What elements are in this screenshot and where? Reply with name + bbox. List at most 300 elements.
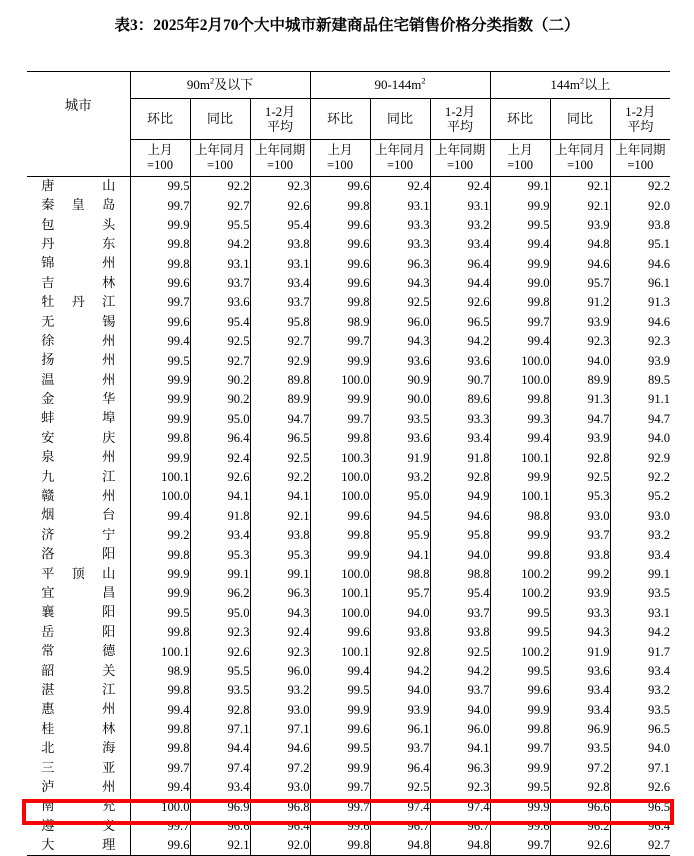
cell-value: 96.4 (648, 819, 671, 834)
cell-value: 99.4 (130, 700, 190, 719)
cell-city (27, 739, 130, 758)
table-row (27, 409, 670, 428)
city-name (41, 761, 115, 776)
cell-value: 99.5 (130, 603, 190, 622)
cell-city (27, 409, 130, 428)
header-measure-g3-mom: 环比 (490, 99, 550, 140)
cell-value: 93.2 (250, 681, 310, 700)
cell-city (27, 506, 130, 525)
city-name-char-0: 九 (41, 468, 55, 484)
header-base-g1-yoy-line1: 上年同月 (194, 143, 246, 158)
header-base-g2-yoy-line2: =100 (387, 158, 414, 172)
city-name-char-2: 林 (102, 274, 116, 290)
cell-value: 93.5 (550, 739, 610, 758)
city-name-char-0: 南 (41, 798, 55, 814)
cell-value: 94.0 (430, 545, 490, 564)
cell-city (27, 177, 130, 196)
table-row (27, 797, 670, 816)
table-row (27, 816, 670, 835)
cell-value: 97.1 (250, 719, 310, 738)
cell-value: 96.5 (250, 429, 310, 448)
table-body (27, 177, 670, 856)
city-name-char-0: 常 (41, 643, 55, 659)
cell-city (27, 293, 130, 312)
cell-value: 93.4 (430, 235, 490, 254)
cell-value: 96.5 (430, 312, 490, 331)
cell-value: 92.2 (250, 467, 310, 486)
cell-value: 99.1 (250, 564, 310, 583)
cell-value: 99.2 (550, 564, 610, 583)
table-row (27, 390, 670, 409)
cell-value: 92.9 (250, 351, 310, 370)
city-name-char-2: 义 (102, 817, 116, 833)
cell-value: 99.7 (310, 332, 370, 351)
header-base-g3-mom-line2: =100 (507, 158, 534, 172)
cell-value: 96.4 (370, 758, 430, 777)
cell-value: 100.1 (130, 642, 190, 661)
city-name-char-2: 山 (102, 178, 116, 194)
cell-value: 93.7 (430, 681, 490, 700)
cell-value: 99.9 (310, 545, 370, 564)
city-name-char-0: 遵 (41, 817, 55, 833)
cell-value: 92.6 (250, 196, 310, 215)
cell-value: 100.0 (310, 370, 370, 389)
cell-value: 94.9 (430, 487, 490, 506)
cell-value: 99.8 (310, 526, 370, 545)
table-row (27, 506, 670, 525)
cell-value: 97.2 (250, 758, 310, 777)
table-header (27, 72, 670, 177)
table-row (27, 273, 670, 292)
cell-value: 99.6 (310, 506, 370, 525)
cell-value: 91.1 (648, 392, 671, 407)
city-name-char-2: 州 (102, 778, 116, 794)
cell-value: 99.0 (490, 273, 550, 292)
cell-value: 95.7 (550, 273, 610, 292)
header-base-g2-mom-line1: 上月 (327, 143, 353, 158)
city-name-char-2: 阳 (102, 623, 116, 639)
header-measure-g2-yoy: 同比 (370, 99, 430, 140)
table-row (27, 312, 670, 331)
cell-city (27, 467, 130, 486)
cell-value: 95.4 (250, 215, 310, 234)
cell-city (27, 622, 130, 641)
cell-value: 94.8 (430, 836, 490, 855)
header-group-1 (130, 72, 310, 99)
cell-value: 99.9 (310, 758, 370, 777)
cell-value: 99.7 (310, 797, 370, 816)
cell-value: 93.4 (190, 778, 250, 797)
cell-value: 95.5 (190, 215, 250, 234)
header-base-g3-yoy-line2: =100 (567, 158, 594, 172)
city-name-char-0: 徐 (41, 332, 55, 348)
cell-value: 99.9 (490, 526, 550, 545)
cell-value: 94.2 (648, 625, 671, 640)
cell-value: 91.8 (430, 448, 490, 467)
cell-value: 100.2 (490, 584, 550, 603)
cell-value: 97.4 (370, 797, 430, 816)
cell-value: 99.6 (310, 719, 370, 738)
cell-value: 92.4 (190, 448, 250, 467)
table-row-highlighted (27, 836, 670, 855)
cell-value: 89.9 (550, 370, 610, 389)
cell-value: 92.5 (430, 642, 490, 661)
cell-value: 96.5 (648, 722, 671, 737)
cell-value: 99.7 (130, 816, 190, 835)
index-table-wrapper (27, 71, 670, 856)
header-group-2-text: $90-144m^2$ (374, 75, 426, 92)
cell-value: 93.8 (550, 545, 610, 564)
cell-value: 94.6 (648, 256, 671, 271)
cell-value: 99.8 (310, 836, 370, 855)
header-base-g3-avg-line1: 上年同期 (615, 143, 666, 158)
cell-value: 98.9 (130, 661, 190, 680)
city-name (41, 741, 115, 756)
city-name-char-2: 州 (102, 352, 116, 368)
cell-city (27, 351, 130, 370)
city-name-char-0: 蚌 (41, 410, 55, 426)
cell-value: 99.4 (490, 332, 550, 351)
cell-value: 99.8 (310, 293, 370, 312)
city-name (41, 450, 115, 465)
cell-value: 96.3 (250, 584, 310, 603)
cell-value: 94.7 (250, 409, 310, 428)
cell-value: 94.0 (370, 681, 430, 700)
cell-city (27, 273, 130, 292)
cell-value: 91.9 (550, 642, 610, 661)
cell-city (27, 564, 130, 583)
cell-value: 92.7 (190, 351, 250, 370)
table-row (27, 351, 670, 370)
cell-value: 100.1 (310, 584, 370, 603)
cell-city (27, 836, 130, 855)
city-name-char-2: 江 (102, 681, 116, 697)
city-name-char-0: 泸 (41, 778, 55, 794)
cell-value: 100.1 (490, 487, 550, 506)
header-group-1-text: $90m^2$及以下 (186, 75, 254, 92)
cell-value: 98.8 (430, 564, 490, 583)
cell-value: 94.7 (550, 409, 610, 428)
header-base-g2-avg-line2: =100 (447, 158, 474, 172)
cell-value: 99.5 (130, 351, 190, 370)
city-name-char-0: 桂 (41, 720, 55, 736)
cell-value: 97.4 (190, 758, 250, 777)
cell-value: 92.6 (648, 780, 671, 795)
cell-value: 96.1 (648, 276, 671, 291)
cell-value: 92.5 (370, 778, 430, 797)
cell-value: 99.4 (310, 661, 370, 680)
city-name-char-0: 北 (41, 740, 55, 756)
table-row (27, 293, 670, 312)
cell-value: 99.6 (310, 177, 370, 196)
cell-value: 99.5 (490, 661, 550, 680)
cell-value: 92.4 (430, 177, 490, 196)
cell-value: 92.3 (250, 642, 310, 661)
cell-value: 100.0 (490, 351, 550, 370)
cell-value: 93.2 (430, 215, 490, 234)
cell-value: 90.2 (190, 370, 250, 389)
cell-value: 94.2 (430, 661, 490, 680)
cell-value: 99.8 (490, 293, 550, 312)
cell-city (27, 758, 130, 777)
cell-value: 91.3 (648, 295, 671, 310)
city-name (41, 237, 115, 252)
cell-city (27, 448, 130, 467)
city-name (41, 838, 115, 853)
cell-city (27, 370, 130, 389)
cell-value: 92.4 (370, 177, 430, 196)
cell-value: 93.6 (430, 351, 490, 370)
cell-value: 99.8 (130, 739, 190, 758)
city-name (41, 392, 115, 407)
city-name-char-2: 州 (102, 449, 116, 465)
cell-value: 93.5 (370, 409, 430, 428)
cell-value: 95.1 (648, 237, 671, 252)
cell-value: 94.3 (250, 603, 310, 622)
cell-value: 92.3 (190, 622, 250, 641)
city-name-char-2: 关 (102, 662, 116, 678)
cell-value: 99.1 (190, 564, 250, 583)
cell-city (27, 196, 130, 215)
cell-value: 96.6 (550, 797, 610, 816)
cell-value: 99.4 (130, 778, 190, 797)
cell-value: 99.9 (130, 564, 190, 583)
cell-value: 95.8 (250, 312, 310, 331)
table-row (27, 177, 670, 196)
cell-value: 93.4 (550, 681, 610, 700)
cell-value: 92.0 (250, 836, 310, 855)
cell-value: 95.9 (370, 526, 430, 545)
cell-value: 93.5 (648, 586, 671, 601)
city-name-char-2: 州 (102, 255, 116, 271)
city-name (41, 625, 115, 640)
cell-value: 99.7 (130, 293, 190, 312)
cell-value: 93.4 (430, 429, 490, 448)
city-name (41, 411, 115, 426)
cell-value: 94.3 (370, 332, 430, 351)
city-name-char-0: 泉 (41, 449, 55, 465)
cell-city (27, 429, 130, 448)
cell-value: 99.6 (310, 273, 370, 292)
cell-value: 94.2 (430, 332, 490, 351)
city-name-char-0: 锦 (41, 255, 55, 271)
cell-value: 94.6 (648, 314, 671, 329)
cell-value: 96.2 (550, 816, 610, 835)
cell-value: 93.8 (370, 622, 430, 641)
cell-value: 92.4 (250, 622, 310, 641)
city-name (41, 470, 115, 485)
cell-value: 99.1 (490, 177, 550, 196)
cell-value: 92.7 (610, 836, 670, 855)
cell-value: 94.6 (430, 506, 490, 525)
cell-value: 99.5 (310, 739, 370, 758)
cell-value: 92.2 (190, 177, 250, 196)
cell-value: 97.1 (648, 760, 671, 775)
cell-value: 100.0 (490, 370, 550, 389)
cell-value: 92.7 (190, 196, 250, 215)
cell-value: 94.1 (250, 487, 310, 506)
city-name (41, 547, 115, 562)
cell-value: 99.9 (130, 215, 190, 234)
header-base-g1-mom (130, 140, 190, 177)
city-name-char-2: 理 (102, 836, 116, 852)
header-measure-g1-avg (250, 99, 310, 140)
header-base-g1-mom-line2: =100 (147, 158, 173, 172)
cell-value: 93.8 (250, 235, 310, 254)
cell-value: 92.8 (190, 700, 250, 719)
cell-value: 94.4 (430, 273, 490, 292)
cell-value: 90.0 (370, 390, 430, 409)
cell-value: 99.9 (490, 196, 550, 215)
cell-value: 92.1 (550, 177, 610, 196)
header-base-g3-mom (490, 140, 550, 177)
cell-value: 94.0 (430, 700, 490, 719)
cell-value: 99.5 (130, 177, 190, 196)
table-row (27, 332, 670, 351)
cell-value: 99.3 (490, 409, 550, 428)
cell-value: 92.6 (190, 467, 250, 486)
header-measure-g2-mom: 环比 (310, 99, 370, 140)
cell-value: 96.4 (430, 254, 490, 273)
cell-value: 99.8 (490, 719, 550, 738)
cell-value: 93.7 (430, 603, 490, 622)
header-base-g2-avg (430, 140, 490, 177)
header-base-g3-yoy (550, 140, 610, 177)
cell-value: 99.9 (130, 448, 190, 467)
city-name-char-0: 大 (41, 836, 55, 852)
city-name-char-2: 台 (102, 507, 116, 523)
cell-city (27, 681, 130, 700)
city-name-char-2: 江 (102, 294, 116, 310)
cell-value: 93.3 (370, 235, 430, 254)
cell-value: 94.1 (190, 487, 250, 506)
cell-value: 99.8 (490, 545, 550, 564)
header-measure-g2-avg (430, 99, 490, 140)
header-row-bases (27, 140, 670, 177)
city-name (41, 605, 115, 620)
cell-value: 99.8 (130, 429, 190, 448)
cell-value: 95.0 (370, 487, 430, 506)
index-table (27, 71, 670, 856)
cell-value: 99.5 (490, 622, 550, 641)
cell-city (27, 778, 130, 797)
city-name (41, 644, 115, 659)
cell-value: 99.8 (130, 545, 190, 564)
city-name (41, 373, 115, 388)
cell-value: 95.5 (190, 661, 250, 680)
cell-value: 99.1 (648, 566, 671, 581)
cell-value: 92.6 (550, 836, 610, 855)
table-row (27, 681, 670, 700)
cell-value: 99.4 (130, 332, 190, 351)
city-name-char-0: 包 (41, 216, 55, 232)
table-row (27, 526, 670, 545)
cell-city (27, 642, 130, 661)
cell-value: 99.2 (130, 526, 190, 545)
header-measure-g3-avg-line2: 平均 (627, 119, 654, 134)
cell-value: 99.9 (310, 700, 370, 719)
cell-value: 95.4 (190, 312, 250, 331)
cell-value: 93.1 (370, 196, 430, 215)
cell-city (27, 603, 130, 622)
header-base-g1-yoy-line2: =100 (207, 158, 233, 172)
cell-value: 89.8 (250, 370, 310, 389)
cell-value: 93.8 (250, 526, 310, 545)
city-name-char-2: 阳 (102, 546, 116, 562)
cell-value: 97.4 (430, 797, 490, 816)
cell-value: 99.4 (130, 506, 190, 525)
cell-value: 99.7 (310, 409, 370, 428)
city-name-char-1: 顶 (71, 565, 85, 581)
city-name-char-2: 锡 (102, 313, 116, 329)
city-name-char-2: 州 (102, 332, 116, 348)
city-name (41, 256, 115, 271)
header-base-g3-mom-line1: 上月 (507, 143, 533, 158)
table-row (27, 467, 670, 486)
header-base-g2-yoy (370, 140, 430, 177)
cell-value: 92.3 (648, 334, 671, 349)
city-name-char-2: 山 (102, 565, 116, 581)
city-name-char-2: 阳 (102, 604, 116, 620)
cell-value: 93.4 (190, 526, 250, 545)
cell-value: 93.4 (250, 273, 310, 292)
cell-value: 96.7 (430, 816, 490, 835)
cell-city (27, 584, 130, 603)
table-row (27, 739, 670, 758)
cell-value: 99.6 (490, 681, 550, 700)
cell-value: 93.1 (648, 605, 671, 620)
cell-value: 96.0 (370, 312, 430, 331)
cell-value: 93.9 (550, 312, 610, 331)
table-row (27, 235, 670, 254)
cell-value: 94.3 (550, 622, 610, 641)
cell-value: 93.6 (550, 661, 610, 680)
cell-value: 91.8 (190, 506, 250, 525)
header-group-2 (310, 72, 490, 99)
table-row (27, 584, 670, 603)
city-name-char-0: 唐 (41, 178, 55, 194)
cell-city (27, 797, 130, 816)
cell-value: 99.5 (490, 215, 550, 234)
city-name (41, 489, 115, 504)
cell-value: 99.6 (310, 622, 370, 641)
city-name-char-2: 德 (102, 643, 116, 659)
city-name-char-2: 埠 (102, 410, 116, 426)
cell-value: 100.2 (490, 642, 550, 661)
city-name-char-2: 江 (102, 468, 116, 484)
city-name-char-0: 济 (41, 526, 55, 542)
cell-value: 92.1 (550, 196, 610, 215)
cell-value: 93.7 (550, 526, 610, 545)
cell-value: 92.5 (250, 448, 310, 467)
cell-value: 93.3 (430, 409, 490, 428)
cell-value: 99.9 (490, 700, 550, 719)
cell-value: 99.7 (490, 836, 550, 855)
cell-city (27, 816, 130, 835)
cell-value: 93.1 (430, 196, 490, 215)
cell-value: 100.1 (490, 448, 550, 467)
cell-value: 99.5 (490, 603, 550, 622)
cell-value: 93.2 (648, 683, 671, 698)
table-row (27, 758, 670, 777)
header-measure-g1-avg-line2: 平均 (267, 119, 294, 134)
city-name (41, 528, 115, 543)
cell-value: 99.6 (310, 816, 370, 835)
table-row (27, 429, 670, 448)
cell-value: 99.9 (490, 758, 550, 777)
city-name-char-0: 岳 (41, 623, 55, 639)
header-city-label: 城市 (27, 72, 130, 140)
